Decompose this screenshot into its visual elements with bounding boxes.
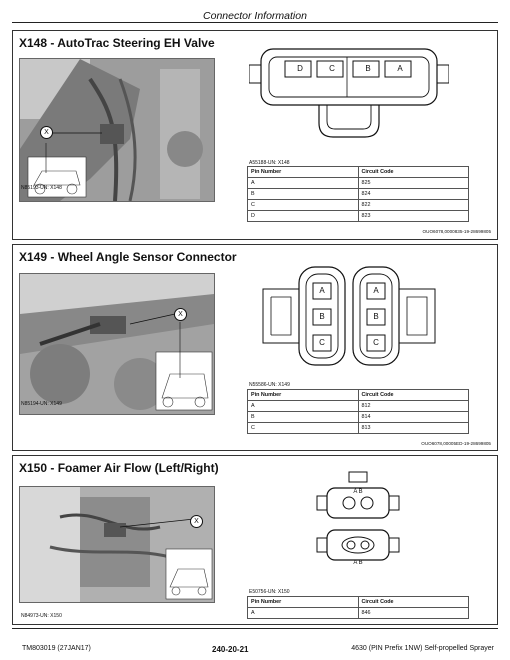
footer-machine: 4630 (PIN Prefix 1NW) Self-propelled Sprayer — [351, 645, 494, 652]
table-header-row — [248, 597, 469, 608]
page-footer — [12, 628, 498, 657]
table-cell: 824 — [358, 189, 469, 200]
column-header: Pin Number — [248, 390, 359, 401]
pin-label-c-left: C — [319, 338, 325, 347]
pin-label-a-left: A — [319, 286, 325, 295]
drawing-label: N55586-UN: X149 — [249, 382, 290, 388]
connector-panel-x149 — [12, 244, 498, 451]
pin-table — [247, 389, 469, 434]
connector-photo — [19, 58, 215, 202]
pin-label-d: D — [297, 64, 303, 73]
drawing-label: E50756-UN: X150 — [249, 589, 290, 595]
pin-table — [247, 596, 469, 619]
table-row — [248, 200, 469, 211]
column-header: Circuit Code — [358, 390, 469, 401]
panel-title: X150 - Foamer Air Flow (Left/Right) — [19, 461, 219, 475]
table-cell: A — [248, 608, 359, 619]
table-row — [248, 412, 469, 423]
pin-label-b: B — [365, 64, 371, 73]
table-cell: 846 — [358, 608, 469, 619]
table-cell: C — [248, 423, 359, 434]
table-cell: 814 — [358, 412, 469, 423]
photo-caption: N85194-UN: X149 — [21, 401, 62, 407]
table-cell: 822 — [358, 200, 469, 211]
reference-code: OUO6078,0000835-19-28699805 — [422, 229, 491, 234]
callout-x-marker: X — [190, 515, 203, 528]
table-cell: A — [248, 401, 359, 412]
pin-label-a-right: A — [373, 286, 379, 295]
column-header: Pin Number — [248, 597, 359, 608]
table-row — [248, 211, 469, 222]
table-cell: C — [248, 200, 359, 211]
connector-panel-x150 — [12, 455, 498, 625]
table-cell: A — [248, 178, 359, 189]
table-row — [248, 423, 469, 434]
table-row — [248, 189, 469, 200]
column-header: Circuit Code — [358, 597, 469, 608]
footer-doc-id: TM803019 (27JAN17) — [22, 645, 91, 652]
table-row — [248, 608, 469, 619]
table-cell: D — [248, 211, 359, 222]
table-header-row — [248, 390, 469, 401]
table-cell: 825 — [358, 178, 469, 189]
connector-photo — [19, 486, 215, 603]
table-cell: 812 — [358, 401, 469, 412]
connector-drawing — [249, 43, 449, 143]
reference-code: OUO6078,00005ED-19-28699805 — [421, 441, 491, 446]
drawing-label: A55188-UN: X148 — [249, 160, 290, 166]
panel-title: X149 - Wheel Angle Sensor Connector — [19, 250, 237, 264]
column-header: Pin Number — [248, 167, 359, 178]
pin-label-b-right: B — [373, 312, 379, 321]
table-header-row — [248, 167, 469, 178]
table-row — [248, 178, 469, 189]
panel-title: X148 - AutoTrac Steering EH Valve — [19, 36, 215, 50]
column-header: Circuit Code — [358, 167, 469, 178]
callout-x-marker: X — [174, 308, 187, 321]
photo-caption: N85193-UN: X148 — [21, 185, 62, 191]
photo-caption: N84973-UN: X150 — [21, 613, 62, 619]
pin-label-bottom: A B — [353, 560, 363, 566]
pin-table — [247, 166, 469, 222]
pin-label-c-right: C — [373, 338, 379, 347]
connector-photo — [19, 273, 215, 415]
pin-label-a: A — [397, 64, 403, 73]
table-cell: B — [248, 412, 359, 423]
pin-label-top: A B — [353, 489, 363, 495]
footer-page-number: 240-20-21 — [212, 645, 249, 654]
table-cell: B — [248, 189, 359, 200]
page-header — [12, 4, 498, 23]
connector-drawing — [249, 259, 449, 369]
callout-x-marker: X — [40, 126, 53, 139]
page-header-title: Connector Information — [203, 10, 307, 22]
table-row — [248, 401, 469, 412]
connector-panel-x148 — [12, 30, 498, 240]
table-cell: 813 — [358, 423, 469, 434]
pin-label-b-left: B — [319, 312, 325, 321]
pin-label-c: C — [329, 64, 335, 73]
table-cell: 823 — [358, 211, 469, 222]
